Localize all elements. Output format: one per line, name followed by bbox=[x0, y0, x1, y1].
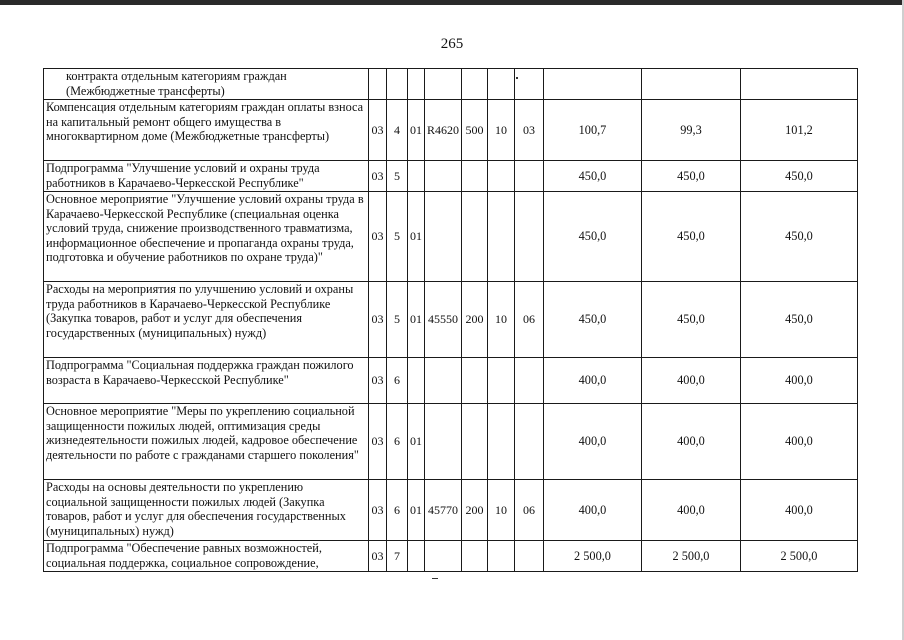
amount-cell: 400,0 bbox=[741, 404, 858, 480]
code-cell bbox=[462, 161, 488, 192]
code-cell bbox=[408, 358, 425, 404]
amount-cell: 450,0 bbox=[741, 192, 858, 282]
code-cell: 01 bbox=[408, 192, 425, 282]
code-cell: 200 bbox=[462, 480, 488, 541]
code-cell: 01 bbox=[408, 480, 425, 541]
amount-cell: 2 500,0 bbox=[741, 541, 858, 572]
row-name: Основное мероприятие "Меры по укреплению социальной защищенности пожилых людей, оптимизация среды жизнедеятельности пожилых людей, кадровое обеспечение деятельности по работе с гражданами старшего поколения" bbox=[44, 404, 369, 480]
amount-cell: 400,0 bbox=[642, 358, 741, 404]
code-cell: 7 bbox=[387, 541, 408, 572]
row-name: контракта отдельным категориям граждан (Межбюджетные трансферты) bbox=[44, 69, 369, 100]
amount-cell: 99,3 bbox=[642, 100, 741, 161]
table-row bbox=[44, 404, 858, 480]
table-row bbox=[44, 161, 858, 192]
code-cell bbox=[488, 161, 515, 192]
code-cell: 6 bbox=[387, 404, 408, 480]
amount-cell: 101,2 bbox=[741, 100, 858, 161]
code-cell: 03 bbox=[369, 358, 387, 404]
amount-cell: 450,0 bbox=[741, 161, 858, 192]
code-cell bbox=[488, 404, 515, 480]
code-cell bbox=[488, 192, 515, 282]
code-cell: 5 bbox=[387, 282, 408, 358]
amount-cell: 400,0 bbox=[544, 358, 642, 404]
code-cell bbox=[515, 541, 544, 572]
code-cell bbox=[462, 69, 488, 100]
table-row bbox=[44, 69, 858, 100]
amount-cell: 400,0 bbox=[741, 358, 858, 404]
code-cell bbox=[425, 541, 462, 572]
amount-cell: 450,0 bbox=[544, 161, 642, 192]
code-cell: 45770 bbox=[425, 480, 462, 541]
code-cell bbox=[462, 541, 488, 572]
amount-cell: 450,0 bbox=[741, 282, 858, 358]
amount-cell: 400,0 bbox=[642, 404, 741, 480]
code-cell bbox=[425, 69, 462, 100]
amount-cell: 400,0 bbox=[642, 480, 741, 541]
row-name: Компенсация отдельным категориям граждан оплаты взноса на капитальный ремонт общего имущества в многоквартирном доме (Межбюджетные трансферты) bbox=[44, 100, 369, 161]
table-row bbox=[44, 192, 858, 282]
amount-cell: 450,0 bbox=[544, 192, 642, 282]
code-cell bbox=[387, 69, 408, 100]
code-cell: 10 bbox=[488, 100, 515, 161]
code-cell bbox=[462, 358, 488, 404]
amount-cell: 2 500,0 bbox=[642, 541, 741, 572]
row-name: Подпрограмма "Улучшение условий и охраны труда работников в Карачаево-Черкесской Республике" bbox=[44, 161, 369, 192]
table-row bbox=[44, 100, 858, 161]
code-cell: 03 bbox=[369, 404, 387, 480]
table-row bbox=[44, 480, 858, 541]
code-cell bbox=[462, 404, 488, 480]
amount-cell: 450,0 bbox=[544, 282, 642, 358]
amount-cell: 2 500,0 bbox=[544, 541, 642, 572]
amount-cell: 100,7 bbox=[544, 100, 642, 161]
amount-cell: 450,0 bbox=[642, 161, 741, 192]
scan-speck bbox=[516, 77, 518, 79]
row-name: Основное мероприятие "Улучшение условий охраны труда в Карачаево-Черкесской Республике (специальная оценка условий труда, снижение производственного травматизма, информационное обеспечение и пропаганда охраны труда, подготовка и обучение работников по охране труда)" bbox=[44, 192, 369, 282]
code-cell bbox=[425, 404, 462, 480]
code-cell bbox=[488, 541, 515, 572]
amount-cell: 400,0 bbox=[544, 404, 642, 480]
table-row bbox=[44, 358, 858, 404]
code-cell bbox=[515, 69, 544, 100]
code-cell: 06 bbox=[515, 480, 544, 541]
code-cell: 01 bbox=[408, 100, 425, 161]
code-cell: 01 bbox=[408, 404, 425, 480]
code-cell bbox=[369, 69, 387, 100]
code-cell: 5 bbox=[387, 192, 408, 282]
code-cell: 03 bbox=[369, 282, 387, 358]
code-cell: 03 bbox=[369, 161, 387, 192]
amount-cell: 450,0 bbox=[642, 192, 741, 282]
amount-cell: 400,0 bbox=[741, 480, 858, 541]
row-name: Подпрограмма "Социальная поддержка граждан пожилого возраста в Карачаево-Черкесской Республике" bbox=[44, 358, 369, 404]
code-cell bbox=[408, 161, 425, 192]
scan-speck bbox=[432, 578, 438, 579]
row-name: Расходы на мероприятия по улучшению условий и охраны труда работников в Карачаево-Черкесской Республике (Закупка товаров, работ и услуг для обеспечения государственных (муниципальных) нужд) bbox=[44, 282, 369, 358]
code-cell: 03 bbox=[369, 100, 387, 161]
code-cell bbox=[408, 69, 425, 100]
code-cell bbox=[488, 69, 515, 100]
code-cell bbox=[515, 192, 544, 282]
code-cell: 200 bbox=[462, 282, 488, 358]
code-cell bbox=[488, 358, 515, 404]
code-cell: 6 bbox=[387, 480, 408, 541]
code-cell: 6 bbox=[387, 358, 408, 404]
table-row bbox=[44, 282, 858, 358]
row-name: Расходы на основы деятельности по укреплению социальной защищенности пожилых людей (Закупка товаров, работ и услуг для обеспечения государственных (муниципальных) нужд) bbox=[44, 480, 369, 541]
budget-table bbox=[43, 68, 858, 572]
table-row bbox=[44, 541, 858, 572]
code-cell: R4620 bbox=[425, 100, 462, 161]
code-cell: 03 bbox=[369, 541, 387, 572]
code-cell bbox=[425, 161, 462, 192]
row-name: Подпрограмма "Обеспечение равных возможностей, социальная поддержка, социальное сопровождение, bbox=[44, 541, 369, 572]
code-cell bbox=[515, 404, 544, 480]
code-cell: 45550 bbox=[425, 282, 462, 358]
code-cell: 03 bbox=[369, 480, 387, 541]
code-cell bbox=[425, 192, 462, 282]
amount-cell: 400,0 bbox=[544, 480, 642, 541]
code-cell: 10 bbox=[488, 282, 515, 358]
amount-cell bbox=[544, 69, 642, 100]
code-cell bbox=[515, 161, 544, 192]
code-cell: 01 bbox=[408, 282, 425, 358]
code-cell bbox=[462, 192, 488, 282]
code-cell: 06 bbox=[515, 282, 544, 358]
scan-top-edge bbox=[0, 0, 904, 5]
amount-cell: 450,0 bbox=[642, 282, 741, 358]
code-cell: 03 bbox=[369, 192, 387, 282]
code-cell: 5 bbox=[387, 161, 408, 192]
code-cell: 4 bbox=[387, 100, 408, 161]
code-cell: 03 bbox=[515, 100, 544, 161]
code-cell: 10 bbox=[488, 480, 515, 541]
page-number: 265 bbox=[440, 36, 464, 52]
code-cell bbox=[408, 541, 425, 572]
code-cell bbox=[425, 358, 462, 404]
amount-cell bbox=[642, 69, 741, 100]
code-cell bbox=[515, 358, 544, 404]
code-cell: 500 bbox=[462, 100, 488, 161]
amount-cell bbox=[741, 69, 858, 100]
